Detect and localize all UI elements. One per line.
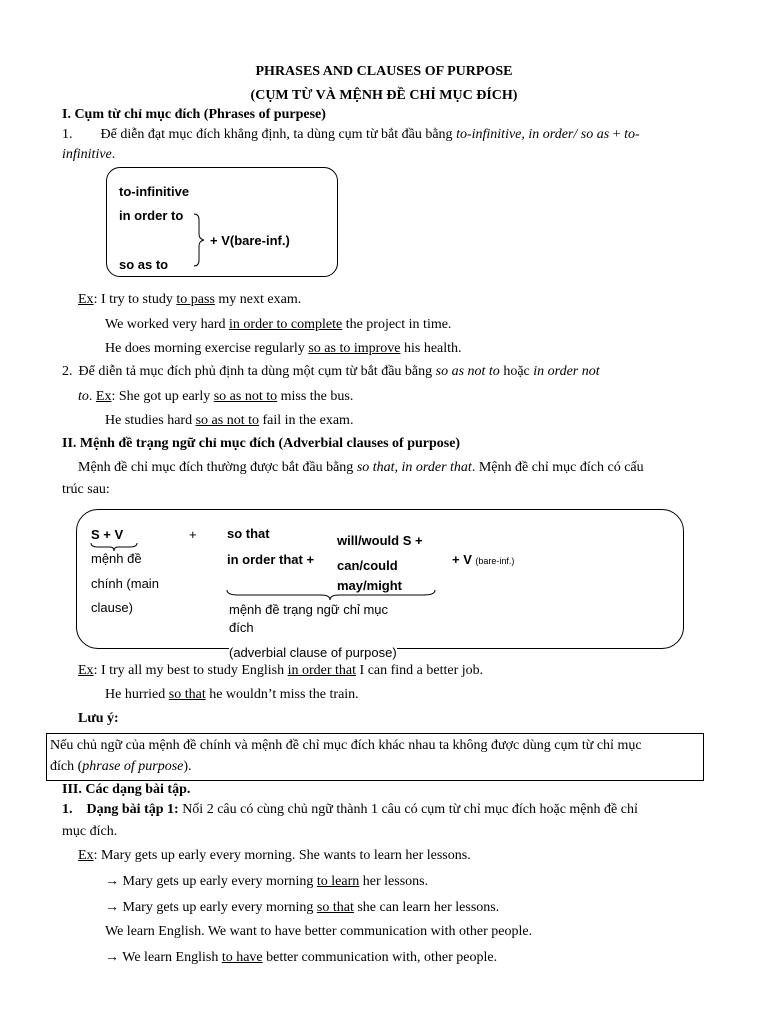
arrow-icon: → <box>105 874 119 889</box>
box2-adv-line2: đích <box>229 620 254 635</box>
box-line-in-order-to: in order to <box>119 208 184 223</box>
box-line-to-infinitive: to-infinitive <box>119 184 190 199</box>
example-6: He hurried so that he wouldn’t miss the train. <box>105 687 359 702</box>
box2-plus-v: + V (bare-inf.) <box>452 552 515 567</box>
note-line-2: đích (phrase of purpose). <box>50 759 192 774</box>
exercise-example-1: Ex: Mary gets up early every morning. She wants to learn her lessons. <box>78 848 471 863</box>
arrow-icon: → <box>105 900 119 915</box>
box2-may: may/might <box>337 578 403 593</box>
box2-adv-line1: mệnh đề trạng ngữ chỉ mục <box>229 602 389 617</box>
note-label: Lưu ý: <box>78 711 119 726</box>
box-line-so-as-to: so as to <box>119 257 169 272</box>
section-1-heading: I. Cụm từ chỉ mục đích (Phrases of purpese) <box>62 107 326 122</box>
section-3-heading: III. Các dạng bài tập. <box>62 782 191 797</box>
note-line-1: Nếu chủ ngữ của mệnh đề chính và mệnh đề chỉ mục đích khác nhau ta không được dùng cụm từ chỉ mục <box>50 738 642 753</box>
section-2-intro-cont: trúc sau: <box>62 482 110 497</box>
box2-in-order-that: in order that + <box>227 552 315 567</box>
section-2-heading: II. Mệnh đề trạng ngữ chỉ mục đích (Adverbial clauses of purpose) <box>62 436 461 451</box>
brace-icon <box>192 212 206 268</box>
exercise-type-1-cont: mục đích. <box>62 824 118 839</box>
box2-can: can/could <box>337 558 398 573</box>
exercise-example-2: We learn English. We want to have better communication with other people. <box>105 924 533 939</box>
page-title: PHRASES AND CLAUSES OF PURPOSE <box>255 64 513 79</box>
exercise-answer-2: → Mary gets up early every morning so that she can learn her lessons. <box>105 900 500 915</box>
example-1: Ex: I try to study to pass my next exam. <box>78 292 302 307</box>
example-5: Ex: I try all my best to study English in order that I can find a better job. <box>78 663 484 678</box>
example-2: We worked very hard in order to complete the project in time. <box>105 317 452 332</box>
box-line-plus-v: + V(bare-inf.) <box>210 233 290 248</box>
section-1-point-1-cont: infinitive. <box>62 147 116 162</box>
exercise-answer-1: → Mary gets up early every morning to learn her lessons. <box>105 874 429 889</box>
section-2-intro: Mệnh đề chỉ mục đích thường được bắt đầu bằng so that, in order that. Mệnh đề chỉ mục đích có cấu <box>78 460 644 475</box>
section-1-point-2-cont: to. Ex: She got up early so as not to miss the bus. <box>78 389 354 404</box>
box2-sv: S + V <box>91 527 124 542</box>
box2-main-line1: mệnh đề <box>91 551 142 566</box>
example-4: He studies hard so as not to fail in the exam. <box>105 413 354 428</box>
section-1-point-1: 1. Để diễn đạt mục đích khẳng định, ta dùng cụm từ bắt đầu bằng to-infinitive, in order/ so as + to- <box>62 127 640 142</box>
box2-adv-line3: (adverbial clause of purpose) <box>229 645 397 660</box>
example-3: He does morning exercise regularly so as to improve his health. <box>105 341 462 356</box>
box2-plus: + <box>189 527 197 542</box>
underbrace-clause-icon <box>226 588 436 602</box>
section-1-point-2: 2. Để diễn tả mục đích phủ định ta dùng một cụm từ bắt đầu bằng so as not to hoặc in order not <box>62 364 600 379</box>
box2-so-that: so that <box>227 526 270 541</box>
box2-main-line3: clause) <box>91 600 133 615</box>
exercise-answer-3: → We learn English to have better communication with, other people. <box>105 950 498 965</box>
arrow-icon: → <box>105 950 119 965</box>
box2-main-line2: chính (main <box>91 576 159 591</box>
page-subtitle: (CỤM TỪ VÀ MỆNH ĐỀ CHỈ MỤC ĐÍCH) <box>250 88 518 103</box>
exercise-type-1: 1. Dạng bài tập 1: Nối 2 câu có cùng chủ ngữ thành 1 câu có cụm từ chỉ mục đích hoặc mệnh đề chỉ <box>62 802 638 817</box>
box2-will: will/would S + <box>337 533 423 548</box>
